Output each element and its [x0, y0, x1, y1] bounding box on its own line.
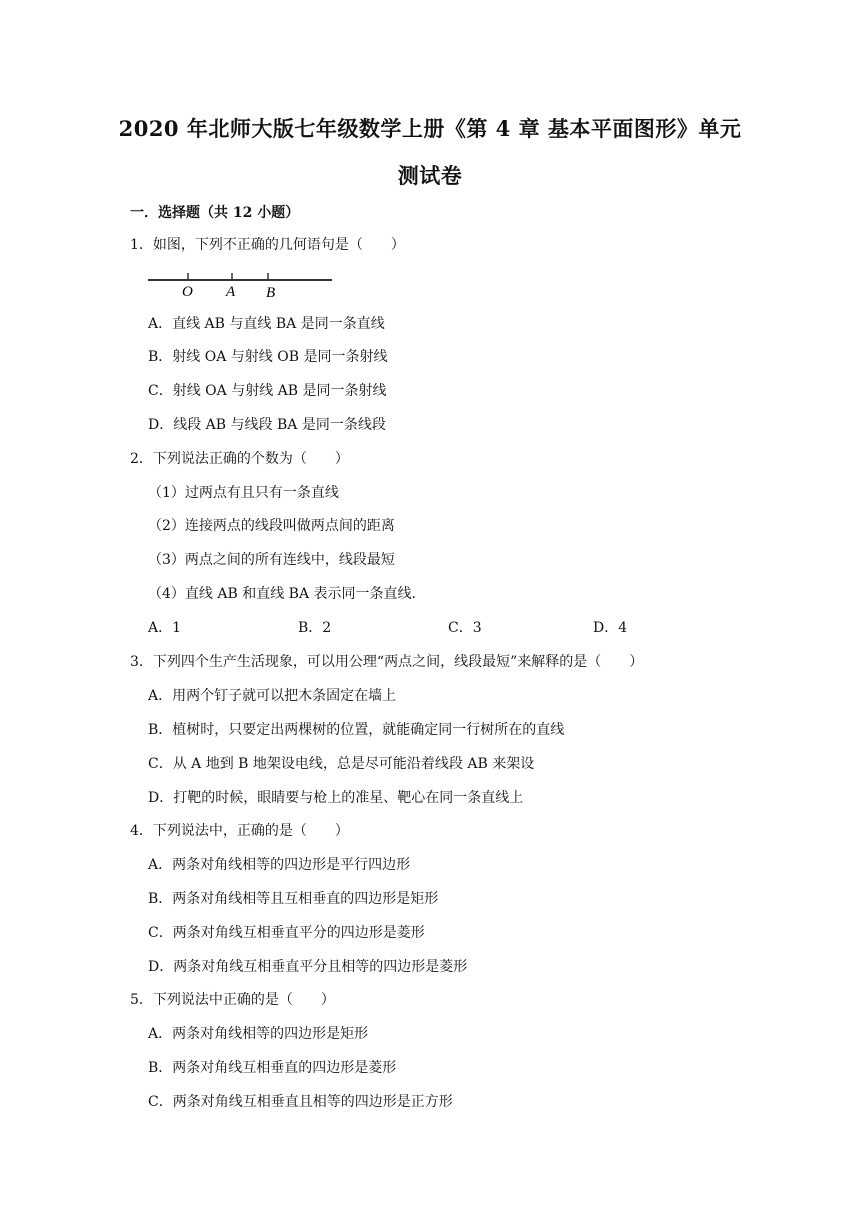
question-2-stem: 2．下列说法正确的个数为（ ）	[130, 451, 349, 467]
question-5-option-c: C．两条对角线互相垂直且相等的四边形是正方形	[148, 1094, 453, 1110]
question-1-stem: 1．如图，下列不正确的几何语句是（ ）	[130, 237, 405, 253]
question-4-stem: 4．下列说法中，正确的是（ ）	[130, 823, 349, 839]
point-label-b: B	[266, 285, 276, 300]
question-1-option-a: A．直线 AB 与直线 BA 是同一条直线	[148, 316, 385, 332]
question-2-option-b: B．2	[298, 620, 332, 636]
question-4-option-d: D．两条对角线互相垂直平分且相等的四边形是菱形	[148, 959, 468, 975]
question-5-option-b: B．两条对角线互相垂直的四边形是菱形	[148, 1060, 397, 1076]
question-3-stem: 3．下列四个生产生活现象，可以用公理“两点之间，线段最短”来解释的是（ ）	[130, 654, 644, 670]
question-2-option-d: D．4	[593, 620, 628, 636]
question-1-option-c: C．射线 OA 与射线 AB 是同一条射线	[148, 383, 387, 399]
section-heading: 一．选择题（共 12 小题）	[130, 205, 300, 221]
question-2-option-c: C．3	[448, 620, 482, 636]
question-2-statement-3: （3）两点之间的所有连线中，线段最短	[148, 552, 395, 568]
question-2-statement-2: （2）连接两点的线段叫做两点间的距离	[148, 518, 395, 534]
question-3-option-d: D．打靶的时候，眼睛要与枪上的准星、靶心在同一条直线上	[148, 790, 524, 806]
question-3-option-a: A．用两个钉子就可以把木条固定在墙上	[148, 688, 397, 704]
question-4-option-b: B．两条对角线相等且互相垂直的四边形是矩形	[148, 891, 439, 907]
question-4-option-a: A．两条对角线相等的四边形是平行四边形	[148, 857, 411, 873]
question-1-option-d: D．线段 AB 与线段 BA 是同一条线段	[148, 417, 386, 433]
question-3-option-b: B．植树时，只要定出两棵树的位置，就能确定同一行树所在的直线	[148, 722, 565, 738]
question-1-line-figure	[148, 270, 334, 300]
question-3-option-c: C．从 A 地到 B 地架设电线，总是尽可能沿着线段 AB 来架设	[148, 756, 535, 772]
question-2-statement-1: （1）过两点有且只有一条直线	[148, 485, 339, 501]
question-4-option-c: C．两条对角线互相垂直平分的四边形是菱形	[148, 925, 425, 941]
question-5-stem: 5．下列说法中正确的是（ ）	[130, 992, 335, 1008]
question-1-option-b: B．射线 OA 与射线 OB 是同一条射线	[148, 349, 388, 365]
question-5-option-a: A．两条对角线相等的四边形是矩形	[148, 1026, 369, 1042]
question-2-statement-4: （4）直线 AB 和直线 BA 表示同一条直线.	[148, 586, 416, 602]
point-label-a: A	[226, 284, 236, 300]
point-label-o: O	[182, 284, 193, 300]
question-2-option-a: A．1	[148, 620, 182, 636]
document-title-line1: 2020 年北师大版七年级数学上册《第 4 章 基本平面图形》单元	[118, 116, 742, 141]
document-title-line2: 测试卷	[397, 163, 463, 188]
